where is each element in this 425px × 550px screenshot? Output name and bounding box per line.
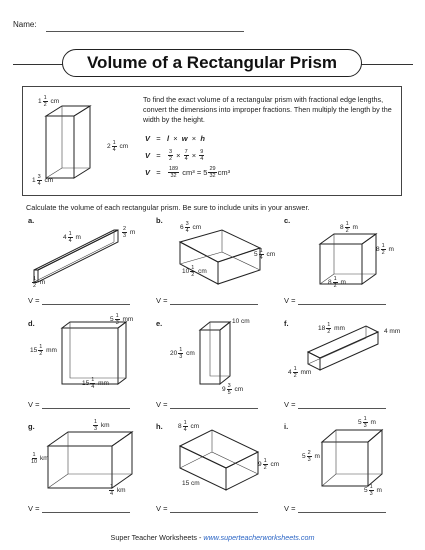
example-dim-top: 1 1 2 cm xyxy=(38,95,60,108)
dim-f-top: 18 1 2 mm xyxy=(318,322,345,335)
dim-b-bottom: 10 1 2 cm xyxy=(182,265,207,278)
dim-d-bottom: 15 1 4 mm xyxy=(82,377,109,390)
problem-a-label: a. xyxy=(28,216,35,225)
dim-d-top: 5 1 3 mm xyxy=(110,313,134,326)
dim-g-bottom: 1 4 km xyxy=(110,484,126,497)
dim-i-top: 5 1 3 m xyxy=(358,416,376,429)
answer-b[interactable]: V = xyxy=(156,296,258,305)
intro-text: To find the exact volume of a rectangular prism with fractional edge lengths, convert the dimensions into improper fractions. Then multiply the length by the width by the height. xyxy=(143,95,392,124)
dim-c-bottom: 8 1 2 m xyxy=(328,276,346,289)
dim-c-top: 8 1 2 m xyxy=(340,221,358,234)
problem-h-label: h. xyxy=(156,422,163,431)
example-dim-bottom: 1 3 4 cm xyxy=(32,174,54,187)
prism-i-diagram xyxy=(278,424,408,494)
dim-a-height: 1 2 m xyxy=(33,276,46,289)
answer-g[interactable]: V = xyxy=(28,504,130,513)
step1-line: V = $\frac{3}{2}$ × $\frac{7}{4}$ × $\frac{9}{4}$ xyxy=(145,149,204,162)
answer-c[interactable]: V = xyxy=(284,296,386,305)
formula-line: V = l × w × h xyxy=(145,134,205,143)
answer-a[interactable]: V = xyxy=(28,296,130,305)
dim-h-right: 9 1 2 cm xyxy=(258,458,280,471)
dim-f-right: 4 mm xyxy=(384,328,401,335)
dim-h-top: 8 1 4 cm xyxy=(178,420,200,433)
answer-i[interactable]: V = xyxy=(284,504,386,513)
step2-line: V = $\frac{189}{32}$ cm³ = 5 29 32 cm³ xyxy=(145,166,231,179)
footer xyxy=(0,533,425,542)
problem-f-label: f. xyxy=(284,319,289,328)
problem-i-label: i. xyxy=(284,422,289,431)
answer-d[interactable]: V = xyxy=(28,400,130,409)
name-line[interactable] xyxy=(46,31,244,32)
page-title: Volume of a Rectangular Prism xyxy=(62,49,362,77)
problem-g-label: g. xyxy=(28,422,35,431)
instructions: Calculate the volume of each rectangular prism. Be sure to include units in your answer. xyxy=(26,203,310,212)
problem-e-label: e. xyxy=(156,319,163,328)
dim-a-length: 4 1 4 m xyxy=(63,231,81,244)
dim-i-left: 5 2 3 m xyxy=(302,450,320,463)
dim-e-top: 10 cm xyxy=(232,318,250,325)
name-label: Name: xyxy=(13,20,37,29)
dim-e-bottom: 9 3 5 cm xyxy=(222,383,244,396)
footer-brand: Super Teacher Worksheets xyxy=(110,533,197,542)
dim-f-bottom: 4 1 2 mm xyxy=(288,366,312,379)
footer-separator: - xyxy=(196,533,204,542)
problem-d-label: d. xyxy=(28,319,35,328)
dim-b-right: 5 1 4 cm xyxy=(254,248,276,261)
example-dim-right: 2 1 4 cm xyxy=(107,140,129,153)
dim-a-width: 2 3 m xyxy=(123,226,136,239)
dim-i-bottom: 5 1 3 m xyxy=(364,484,382,497)
dim-g-left: 1 10 km xyxy=(31,452,49,465)
dim-c-right: 8 1 2 m xyxy=(376,243,394,256)
dim-d-left: 15 1 2 mm xyxy=(30,344,57,357)
dim-g-top: 1 3 km xyxy=(94,419,110,432)
problem-b-label: b. xyxy=(156,216,163,225)
answer-f[interactable]: V = xyxy=(284,400,386,409)
problem-c-label: c. xyxy=(284,216,291,225)
dim-h-bottom: 15 cm xyxy=(182,480,200,487)
footer-link[interactable]: www.superteacherworksheets.com xyxy=(203,533,315,542)
dim-b-top: 6 3 4 cm xyxy=(180,221,202,234)
dim-e-left: 20 1 3 cm xyxy=(170,347,195,360)
answer-h[interactable]: V = xyxy=(156,504,258,513)
answer-e[interactable]: V = xyxy=(156,400,258,409)
